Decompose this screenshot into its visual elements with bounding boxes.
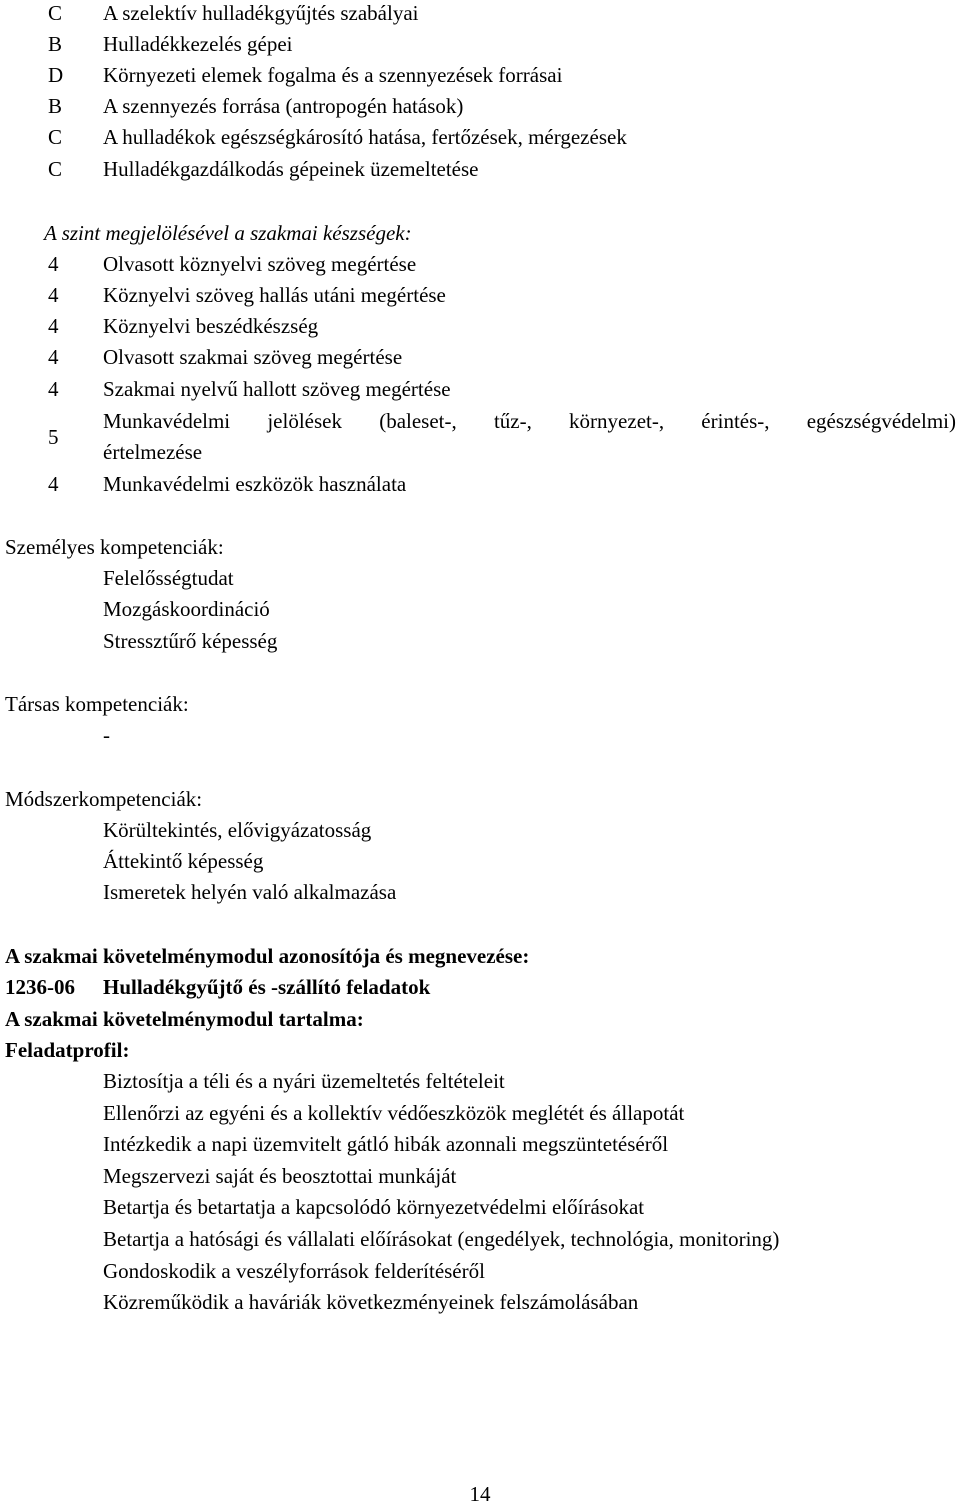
task-text: Betartja a hatósági és vállalati előírásokat (engedélyek, technológia, monitoring) xyxy=(103,1227,780,1251)
level-letter: B xyxy=(48,32,63,56)
skills-heading-row xyxy=(0,218,960,249)
skills-heading: A szint megjelölésével a szakmai készségek: xyxy=(44,221,412,245)
knowledge-text: A szennyezés forrása (antropogén hatások) xyxy=(103,94,464,118)
level-letter: C xyxy=(48,157,63,181)
knowledge-text: Hulladékgazdálkodás gépeinek üzemeltetése xyxy=(103,157,479,181)
skill-text-line1: Munkavédelmi jelölések (baleset-, tűz-, környezet-, érintés-, egészségvédelmi) xyxy=(103,409,956,433)
skill-item xyxy=(0,406,960,437)
task-text: Megszervezi saját és beosztottai munkáját xyxy=(103,1164,457,1188)
skill-text: Munkavédelmi eszközök használata xyxy=(103,472,407,496)
module-id-heading-row xyxy=(0,941,960,972)
skill-level: 4 xyxy=(48,377,59,401)
module-content-heading-row xyxy=(0,1004,960,1035)
method-competence: Áttekintő képesség xyxy=(103,849,264,873)
social-competence: - xyxy=(103,723,110,747)
skill-item xyxy=(0,469,960,500)
personal-competences-label: Személyes kompetenciák: xyxy=(5,535,224,559)
module-code: 1236-06 xyxy=(5,975,75,999)
list-item xyxy=(0,1066,960,1097)
social-competences-label: Társas kompetenciák: xyxy=(5,692,189,716)
knowledge-text: Környezeti elemek fogalma és a szennyezések forrásai xyxy=(103,63,563,87)
profile-heading: Feladatprofil: xyxy=(5,1038,130,1062)
skill-text: Köznyelvi beszédkészség xyxy=(103,314,319,338)
list-item xyxy=(0,563,960,594)
list-item xyxy=(0,594,960,625)
skill-item xyxy=(0,280,960,311)
module-id-heading: A szakmai követelménymodul azonosítója és megnevezése: xyxy=(5,944,530,968)
level-letter: D xyxy=(48,63,64,87)
skill-text: Köznyelvi szöveg hallás utáni megértése xyxy=(103,283,446,307)
list-item xyxy=(0,626,960,657)
skill-level: 4 xyxy=(48,252,59,276)
skill-text: Olvasott köznyelvi szöveg megértése xyxy=(103,252,417,276)
skill-item xyxy=(0,342,960,373)
method-competences-label-row xyxy=(0,784,960,815)
list-item xyxy=(0,1161,960,1192)
task-text: Közreműködik a haváriák következményeinek felszámolásában xyxy=(103,1290,639,1314)
knowledge-text: Hulladékkezelés gépei xyxy=(103,32,293,56)
level-letter: C xyxy=(48,1,63,25)
social-competences-label-row xyxy=(0,689,960,720)
skill-text-line2: értelmezése xyxy=(103,440,203,464)
level-letter: C xyxy=(48,125,63,149)
method-competence: Ismeretek helyén való alkalmazása xyxy=(103,880,397,904)
module-code-row xyxy=(0,972,960,1003)
task-text: Intézkedik a napi üzemvitelt gátló hibák azonnali megszüntetéséről xyxy=(103,1132,669,1156)
method-competences-label: Módszerkompetenciák: xyxy=(5,787,203,811)
skill-level: 5 xyxy=(48,425,59,449)
task-text: Gondoskodik a veszélyforrások felderítéséről xyxy=(103,1259,485,1283)
list-item xyxy=(0,1129,960,1160)
skill-level: 4 xyxy=(48,283,59,307)
list-item xyxy=(0,1192,960,1223)
knowledge-text: A szelektív hulladékgyűjtés szabályai xyxy=(103,1,419,25)
module-content-heading: A szakmai követelménymodul tartalma: xyxy=(5,1007,364,1031)
skill-item xyxy=(0,249,960,280)
personal-competences-label-row xyxy=(0,532,960,563)
knowledge-item xyxy=(0,91,960,122)
knowledge-item xyxy=(0,154,960,185)
list-item xyxy=(0,846,960,877)
personal-competence: Felelősségtudat xyxy=(103,566,234,590)
skill-level: 4 xyxy=(48,345,59,369)
knowledge-item xyxy=(0,0,960,29)
list-item xyxy=(0,1287,960,1318)
level-letter: B xyxy=(48,94,63,118)
list-item xyxy=(0,815,960,846)
list-item xyxy=(0,1098,960,1129)
personal-competence: Mozgáskoordináció xyxy=(103,597,270,621)
skill-level: 4 xyxy=(48,472,59,496)
page-number: 14 xyxy=(469,1482,491,1506)
skill-item-continued xyxy=(0,437,960,468)
skill-item xyxy=(0,311,960,342)
task-text: Biztosítja a téli és a nyári üzemeltetés feltételeit xyxy=(103,1069,505,1093)
knowledge-item xyxy=(0,122,960,153)
skill-text: Szakmai nyelvű hallott szöveg megértése xyxy=(103,377,451,401)
task-text: Betartja és betartatja a kapcsolódó környezetvédelmi előírásokat xyxy=(103,1195,645,1219)
skill-level: 4 xyxy=(48,314,59,338)
profile-heading-row xyxy=(0,1035,960,1066)
skill-item xyxy=(0,374,960,405)
method-competence: Körültekintés, elővigyázatosság xyxy=(103,818,372,842)
list-item xyxy=(0,1256,960,1287)
list-item xyxy=(0,877,960,908)
skill-text: Olvasott szakmai szöveg megértése xyxy=(103,345,403,369)
list-item xyxy=(0,720,960,751)
knowledge-item xyxy=(0,29,960,60)
module-title: Hulladékgyűjtő és -szállító feladatok xyxy=(103,975,431,999)
knowledge-item xyxy=(0,60,960,91)
knowledge-text: A hulladékok egészségkárosító hatása, fertőzések, mérgezések xyxy=(103,125,627,149)
personal-competence: Stressztűrő képesség xyxy=(103,629,278,653)
task-text: Ellenőrzi az egyéni és a kollektív védőeszközök meglétét és állapotát xyxy=(103,1101,685,1125)
list-item xyxy=(0,1224,960,1255)
